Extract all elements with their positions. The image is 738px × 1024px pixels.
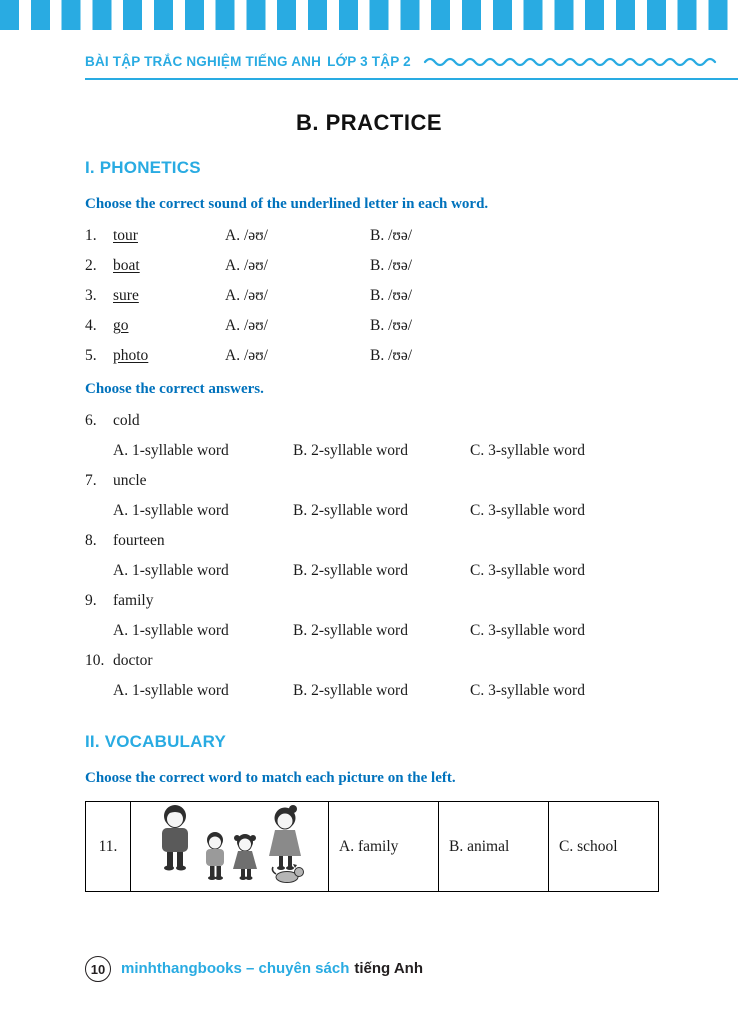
option-c: C. 3-syllable word bbox=[470, 682, 585, 699]
header-divider bbox=[85, 78, 738, 80]
syllable-item bbox=[0, 466, 738, 526]
phonetics-item bbox=[85, 281, 738, 311]
top-stripe-banner bbox=[0, 0, 738, 30]
item-word: go bbox=[113, 317, 129, 334]
option-b: B. animal bbox=[439, 802, 549, 892]
option-a: A. /əʊ/ bbox=[225, 317, 268, 334]
option-a: A. 1-syllable word bbox=[113, 562, 229, 579]
phonetics-item bbox=[85, 311, 738, 341]
banner-title: BÀI TẬP TRẮC NGHIỆM TIẾNG ANH bbox=[85, 54, 322, 69]
option-a: A. 1-syllable word bbox=[113, 682, 229, 699]
item-number: 2. bbox=[85, 257, 97, 274]
item-word: uncle bbox=[113, 472, 147, 489]
option-b: B. /ʊə/ bbox=[370, 227, 413, 244]
section-vocabulary: II. VOCABULARY bbox=[85, 732, 227, 751]
item-word: family bbox=[113, 592, 154, 609]
option-c: C. 3-syllable word bbox=[470, 502, 585, 519]
option-c: C. school bbox=[549, 802, 659, 892]
phonetics-item bbox=[85, 341, 738, 371]
item-number: 5. bbox=[85, 347, 97, 364]
option-b: B. 2-syllable word bbox=[293, 502, 408, 519]
item-number: 9. bbox=[85, 592, 97, 609]
phonetics-sound-list bbox=[0, 221, 738, 371]
item-number: 3. bbox=[85, 287, 97, 304]
item-word: boat bbox=[113, 257, 140, 274]
option-b: B. /ʊə/ bbox=[370, 287, 413, 304]
wave-decoration-icon bbox=[423, 56, 723, 68]
option-c: C. 3-syllable word bbox=[470, 622, 585, 639]
item-number: 7. bbox=[85, 472, 97, 489]
instruction-sound: Choose the correct sound of the underlined letter in each word. bbox=[85, 196, 489, 212]
page-footer bbox=[85, 956, 423, 982]
syllable-item bbox=[0, 586, 738, 646]
phonetics-syllable-list bbox=[0, 406, 738, 706]
brand-bold-text: tiếng Anh bbox=[354, 960, 423, 977]
option-b: B. 2-syllable word bbox=[293, 622, 408, 639]
phonetics-item bbox=[85, 221, 738, 251]
item-word: doctor bbox=[113, 652, 153, 669]
item-word: cold bbox=[113, 412, 140, 429]
item-number: 8. bbox=[85, 532, 97, 549]
instruction-answers: Choose the correct answers. bbox=[85, 381, 264, 397]
option-a: A. family bbox=[329, 802, 439, 892]
option-a: A. /əʊ/ bbox=[225, 347, 268, 364]
option-b: B. 2-syllable word bbox=[293, 682, 408, 699]
syllable-item bbox=[0, 526, 738, 586]
syllable-item bbox=[0, 646, 738, 706]
header-banner bbox=[85, 54, 738, 69]
section-phonetics: I. PHONETICS bbox=[85, 158, 201, 177]
footer-brand bbox=[121, 960, 423, 978]
item-word: fourteen bbox=[113, 532, 165, 549]
family-picture bbox=[145, 802, 315, 886]
option-a: A. 1-syllable word bbox=[113, 502, 229, 519]
syllable-item bbox=[0, 406, 738, 466]
option-a: A. /əʊ/ bbox=[225, 257, 268, 274]
vocabulary-table bbox=[85, 801, 659, 892]
table-row bbox=[86, 802, 659, 892]
page-number-badge: 10 bbox=[85, 956, 111, 982]
picture-cell bbox=[131, 802, 329, 892]
option-b: B. /ʊə/ bbox=[370, 257, 413, 274]
item-word: photo bbox=[113, 347, 149, 364]
item-number: 10. bbox=[85, 652, 105, 669]
option-a: A. 1-syllable word bbox=[113, 442, 229, 459]
item-number: 4. bbox=[85, 317, 97, 334]
brand-text: minhthangbooks – chuyên sách bbox=[121, 960, 350, 977]
item-word: sure bbox=[113, 287, 139, 304]
option-c: C. 3-syllable word bbox=[470, 442, 585, 459]
option-a: A. /əʊ/ bbox=[225, 227, 268, 244]
instruction-vocabulary: Choose the correct word to match each picture on the left. bbox=[85, 770, 456, 786]
page-title: B. PRACTICE bbox=[295, 110, 443, 135]
question-number: 11. bbox=[86, 802, 131, 892]
item-number: 6. bbox=[85, 412, 97, 429]
banner-edition: LỚP 3 TẬP 2 bbox=[327, 54, 411, 69]
option-a: A. 1-syllable word bbox=[113, 622, 229, 639]
phonetics-item bbox=[85, 251, 738, 281]
item-word: tour bbox=[113, 227, 138, 244]
item-number: 1. bbox=[85, 227, 97, 244]
option-b: B. 2-syllable word bbox=[293, 442, 408, 459]
option-b: B. /ʊə/ bbox=[370, 347, 413, 364]
option-a: A. /əʊ/ bbox=[225, 287, 268, 304]
option-b: B. /ʊə/ bbox=[370, 317, 413, 334]
option-c: C. 3-syllable word bbox=[470, 562, 585, 579]
option-b: B. 2-syllable word bbox=[293, 562, 408, 579]
